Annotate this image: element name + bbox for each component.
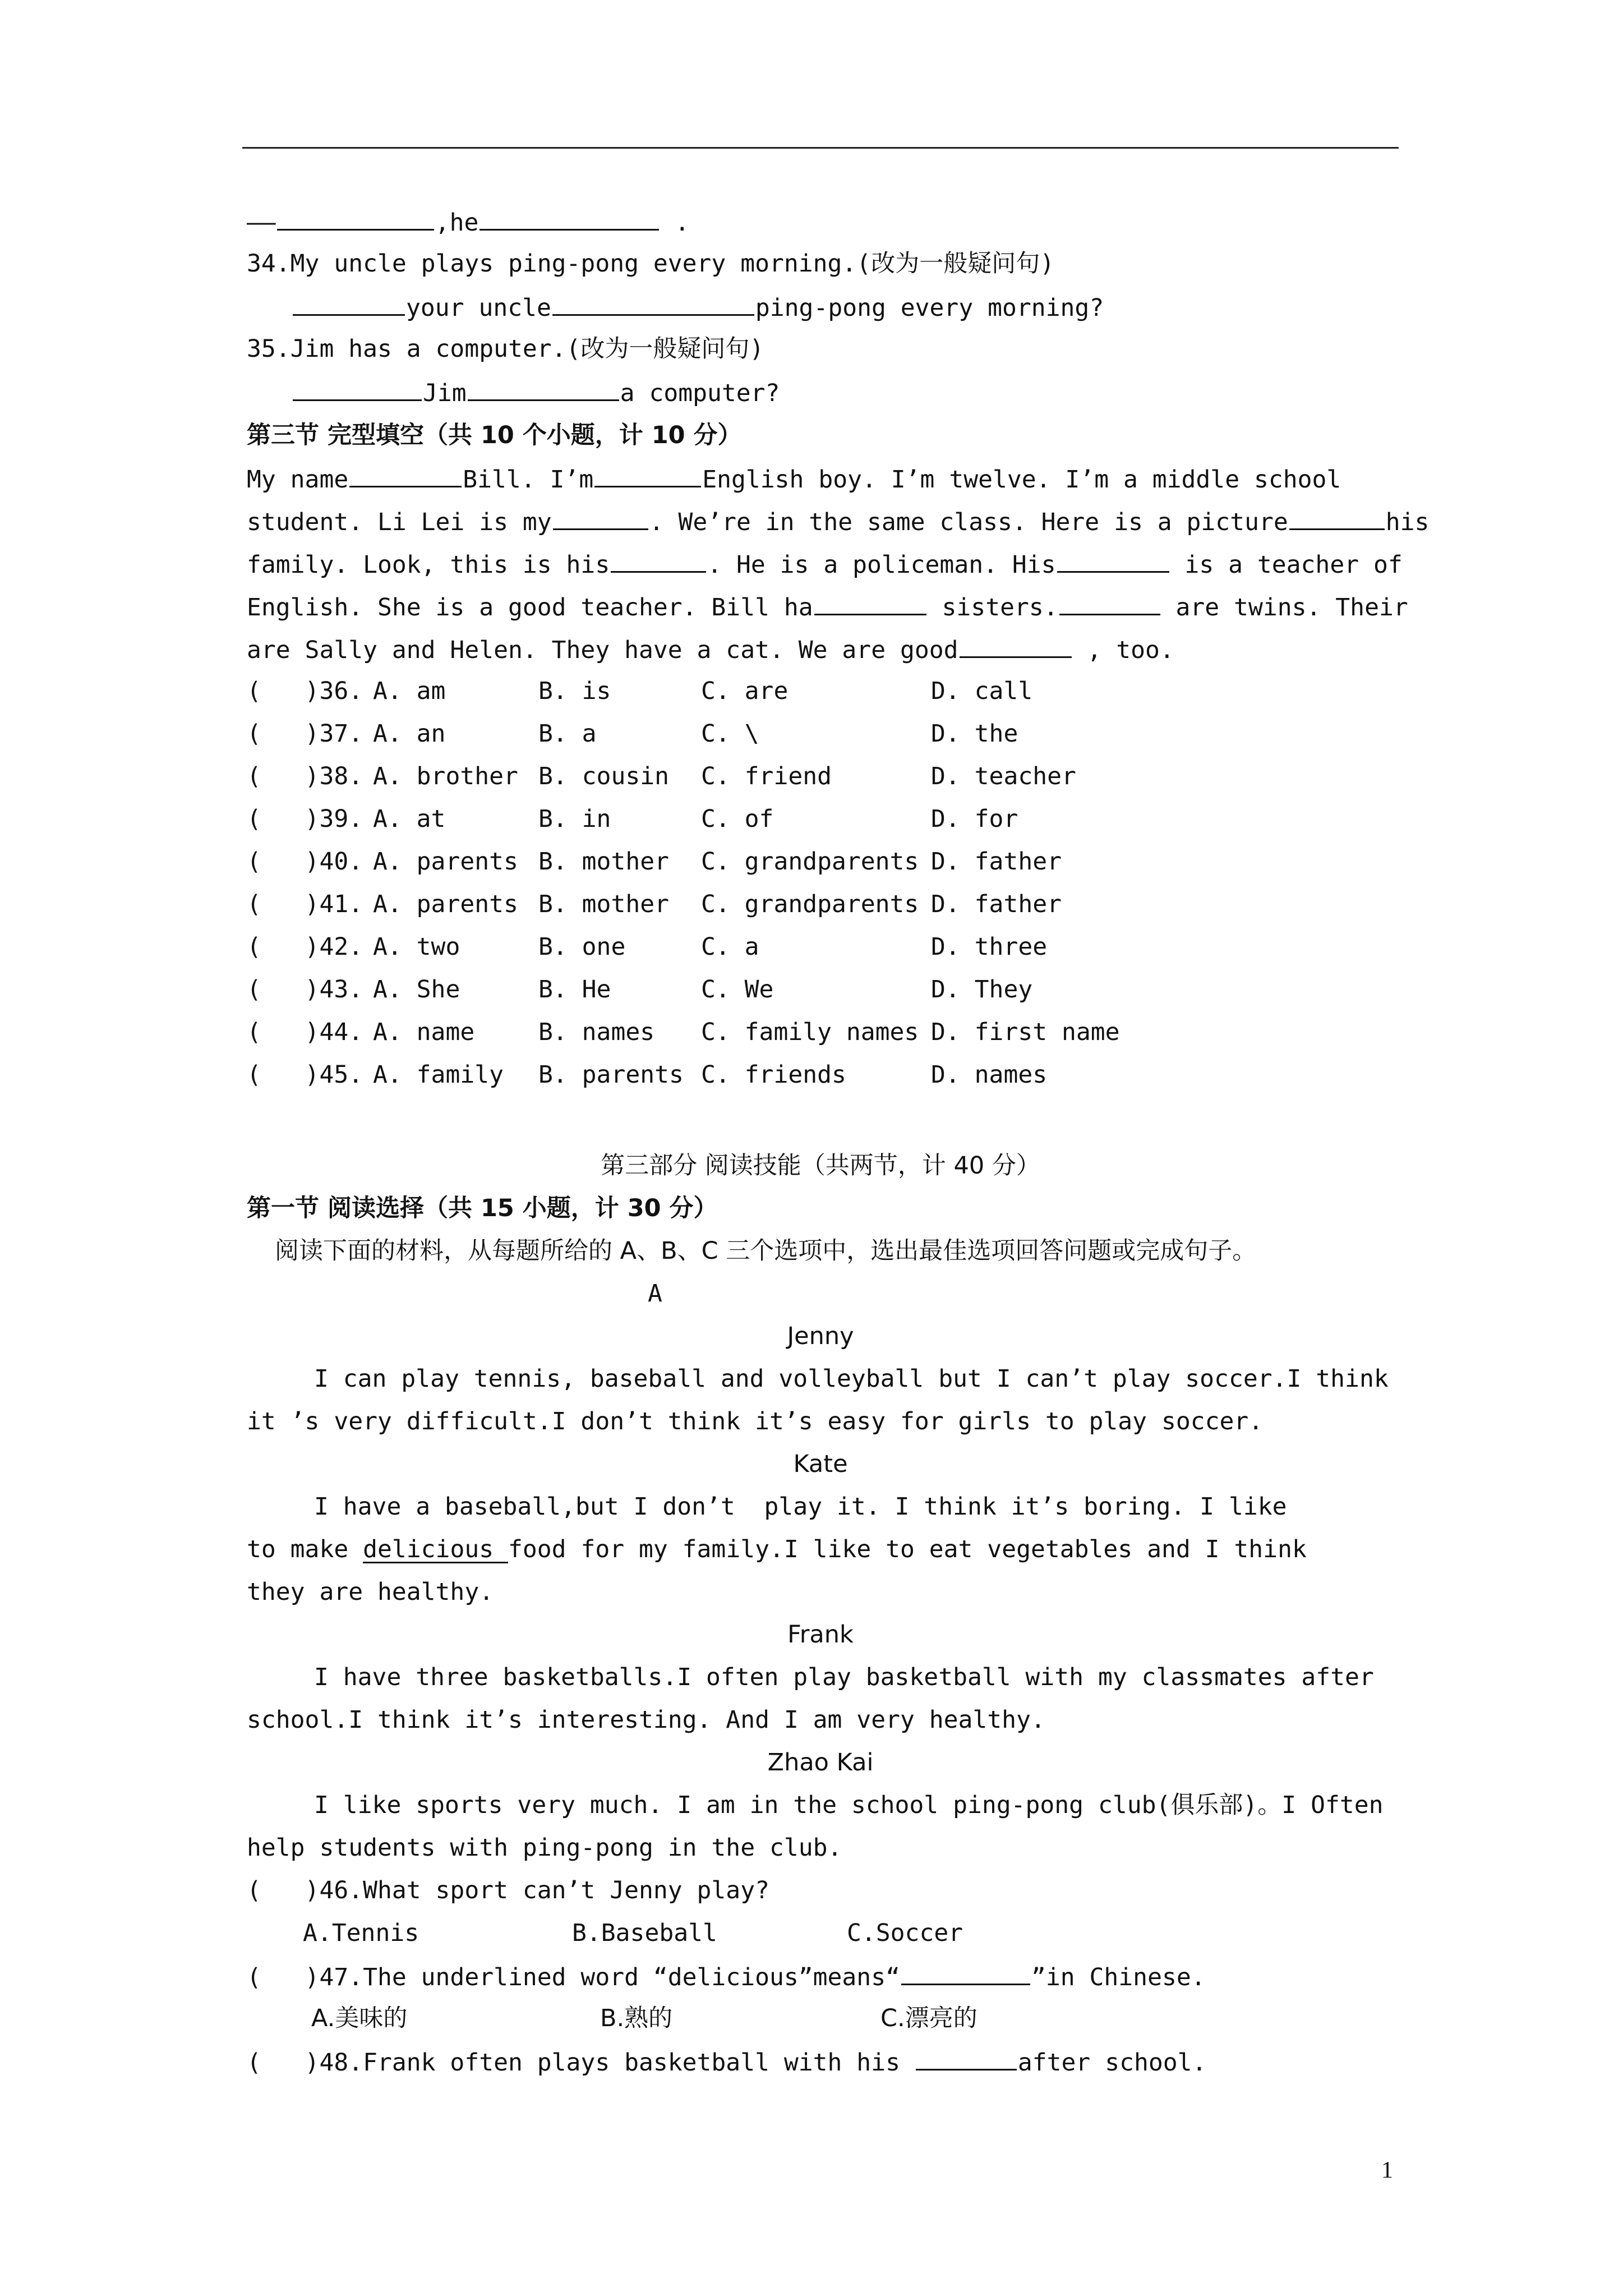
text: family. Look, this is his [247,551,610,579]
page-number: 1 [1381,2157,1393,2183]
text: My name [247,466,349,494]
question-34-answer [292,285,1104,328]
frank-line-1: I have three basketballs.I often play basketball with my classmates after [314,1663,1374,1691]
text: , too. [1072,636,1174,664]
question-35-answer [292,370,780,413]
option-a[interactable]: A. She [373,976,460,1004]
cloze-line-1 [247,457,1341,499]
text: are twins. Their [1161,593,1408,622]
option-b[interactable]: B. He [538,976,611,1004]
option-a[interactable]: A. parents [373,890,518,918]
text: your uncle [406,294,551,322]
cloze-blank[interactable] [553,499,648,530]
text: are Sally and Helen. They have a cat. We are good [247,636,958,664]
option-c[interactable]: C. family names [701,1018,919,1046]
question-number: ( )44. [247,1018,363,1046]
option-d[interactable]: D. call [931,677,1033,705]
answer-blank[interactable] [293,370,422,401]
question-number: ( )36. [247,677,363,705]
option-b[interactable]: B. in [538,805,611,833]
answer-blank[interactable] [479,200,659,231]
cloze-line-4 [247,585,1408,627]
option-c[interactable]: C. grandparents [701,848,919,876]
question-46: ( )46.What sport can’t Jenny play? [247,1876,769,1904]
q47-options [311,1997,978,2040]
cloze-line-5 [247,627,1174,670]
text: English boy. I’m twelve. I’m a middle school [702,466,1341,494]
kate-line-2 [247,1528,1307,1571]
instructions: 阅读下面的材料，从每题所给的 A、B、C 三个选项中，选出最佳选项回答问题或完成句子。 [275,1237,1257,1265]
option-d[interactable]: D. first name [931,1018,1120,1046]
cloze-blank[interactable] [611,542,706,573]
option-d[interactable]: D. father [931,848,1062,876]
kate-line-3: they are healthy. [247,1578,494,1606]
jenny-line-2: it ’s very difficult.I don’t think it’s easy for girls to play soccer. [247,1407,1264,1435]
question-number: ( )45. [247,1061,363,1089]
option-d[interactable]: D. three [931,933,1048,961]
option-d[interactable]: D. for [931,805,1018,833]
text: English. She is a good teacher. Bill ha [247,593,813,622]
option-b[interactable]: B. mother [538,890,669,918]
text: his [1385,508,1430,536]
option-b[interactable]: B. cousin [538,762,669,790]
text: Jim [423,379,467,407]
option-a[interactable]: A. name [373,1018,475,1046]
question-number: ( )40. [247,848,363,876]
text: ”in Chinese. [1031,1963,1206,1991]
cloze-blank[interactable] [960,627,1072,658]
option-c[interactable]: C. a [701,933,759,961]
option-c[interactable]: C. We [701,976,774,1004]
option-a[interactable]: A. parents [373,848,518,876]
cloze-blank[interactable] [1289,499,1385,530]
option-b[interactable]: B. parents [538,1061,684,1089]
cloze-heading: 第三节 完型填空（共 10 个小题，计 10 分） [247,421,742,449]
option-b[interactable]: B. a [538,720,597,748]
option-c[interactable]: C. of [701,805,774,833]
section-heading: 第一节 阅读选择（共 15 小题，计 30 分） [247,1194,718,1222]
cloze-blank[interactable] [349,457,462,487]
option-b[interactable]: B. names [538,1018,655,1046]
option-d[interactable]: D. the [931,720,1018,748]
option-d[interactable]: D. teacher [931,762,1076,790]
option-a[interactable]: A. at [373,805,446,833]
option-a[interactable]: A. an [373,720,446,748]
zhao-line-1: I like sports very much. I am in the school ping-pong club(俱乐部)。I Often [314,1791,1384,1819]
option-b[interactable]: B. one [538,933,626,961]
header-rule [242,147,1399,149]
underlined-word: delicious [363,1535,508,1563]
answer-blank[interactable] [277,200,434,231]
answer-blank[interactable] [293,285,405,316]
option-c[interactable]: C.漂亮的 [880,2004,978,2032]
option-b[interactable]: B.熟的 [600,2004,673,2032]
option-b[interactable]: B. is [538,677,611,705]
zhao-line-2: help students with ping-pong in the club. [247,1834,842,1862]
option-c[interactable]: C. friend [701,762,832,790]
option-c[interactable]: C.Soccer [847,1919,963,1947]
text: a computer? [620,379,780,407]
cloze-blank[interactable] [594,457,701,487]
dash: —— [247,209,276,237]
name-frank: Frank [787,1621,854,1649]
question-number: ( )39. [247,805,363,833]
text: Bill. I’m [463,466,594,494]
cloze-blank[interactable] [814,585,926,615]
kate-line-1: I have a baseball,but I don’t play it. I think it’s boring. I like [314,1493,1287,1521]
text: is a teacher of [1170,551,1403,579]
option-a[interactable]: A. family [373,1061,504,1089]
text: . [660,209,690,237]
text: ,he [435,209,479,237]
option-b[interactable]: B. mother [538,848,669,876]
text: . We’re in the same class. Here is a picture [649,508,1288,536]
option-d[interactable]: D. names [931,1061,1048,1089]
option-c[interactable]: C. are [701,677,789,705]
question-47 [247,1954,1206,1997]
answer-blank[interactable] [468,370,619,401]
answer-blank[interactable] [552,285,754,316]
question-34: 34.My uncle plays ping-pong every morning.(改为一般疑问句) [247,250,1055,278]
option-a[interactable]: A.Tennis [303,1919,419,1947]
question-number: ( )37. [247,720,363,748]
q33-answer-line [247,200,689,242]
question-number: ( )43. [247,976,363,1004]
name-jenny: Jenny [787,1322,854,1350]
cloze-line-2 [247,499,1429,542]
cloze-blank[interactable] [1057,542,1169,573]
question-number: ( )41. [247,890,363,918]
frank-line-2: school.I think it’s interesting. And I am very healthy. [247,1706,1045,1734]
text: ( )48.Frank often plays basketball with his [247,2049,915,2077]
question-48 [247,2040,1206,2082]
option-c[interactable]: C. friends [701,1061,846,1089]
name-zhao-kai: Zhao Kai [767,1749,874,1777]
text: food for my family.I like to eat vegetables and I think [508,1535,1307,1563]
option-a[interactable]: A. brother [373,762,518,790]
answer-blank[interactable] [916,2040,1017,2070]
question-number: ( )42. [247,933,363,961]
part-title: 第三部分 阅读技能（共两节，计 40 分） [601,1152,1040,1180]
passage-label: A [648,1280,662,1308]
text: after school. [1017,2049,1207,2077]
name-kate: Kate [793,1450,848,1478]
text: ping-pong every morning? [755,294,1104,322]
question-number: ( )38. [247,762,363,790]
option-a[interactable]: A.美味的 [311,2004,408,2032]
option-a[interactable]: A. two [373,933,460,961]
text: . He is a policeman. His [707,551,1056,579]
option-c[interactable]: C. grandparents [701,890,919,918]
option-b[interactable]: B.Baseball [572,1919,717,1947]
cloze-line-3 [247,542,1403,585]
option-d[interactable]: D. They [931,976,1033,1004]
q46-options [303,1912,963,1954]
question-35: 35.Jim has a computer.(改为一般疑问句) [247,335,764,363]
option-a[interactable]: A. am [373,677,446,705]
text: to make [247,1535,363,1563]
text: student. Li Lei is my [247,508,552,536]
answer-blank[interactable] [901,1954,1030,1985]
option-c[interactable]: C. \ [701,720,759,748]
text: ( )47.The underlined word “delicious”means“ [247,1963,900,1991]
cloze-blank[interactable] [1059,585,1160,615]
jenny-line-1: I can play tennis, baseball and volleyball but I can’t play soccer.I think [314,1365,1389,1393]
option-d[interactable]: D. father [931,890,1062,918]
text: sisters. [927,593,1058,622]
